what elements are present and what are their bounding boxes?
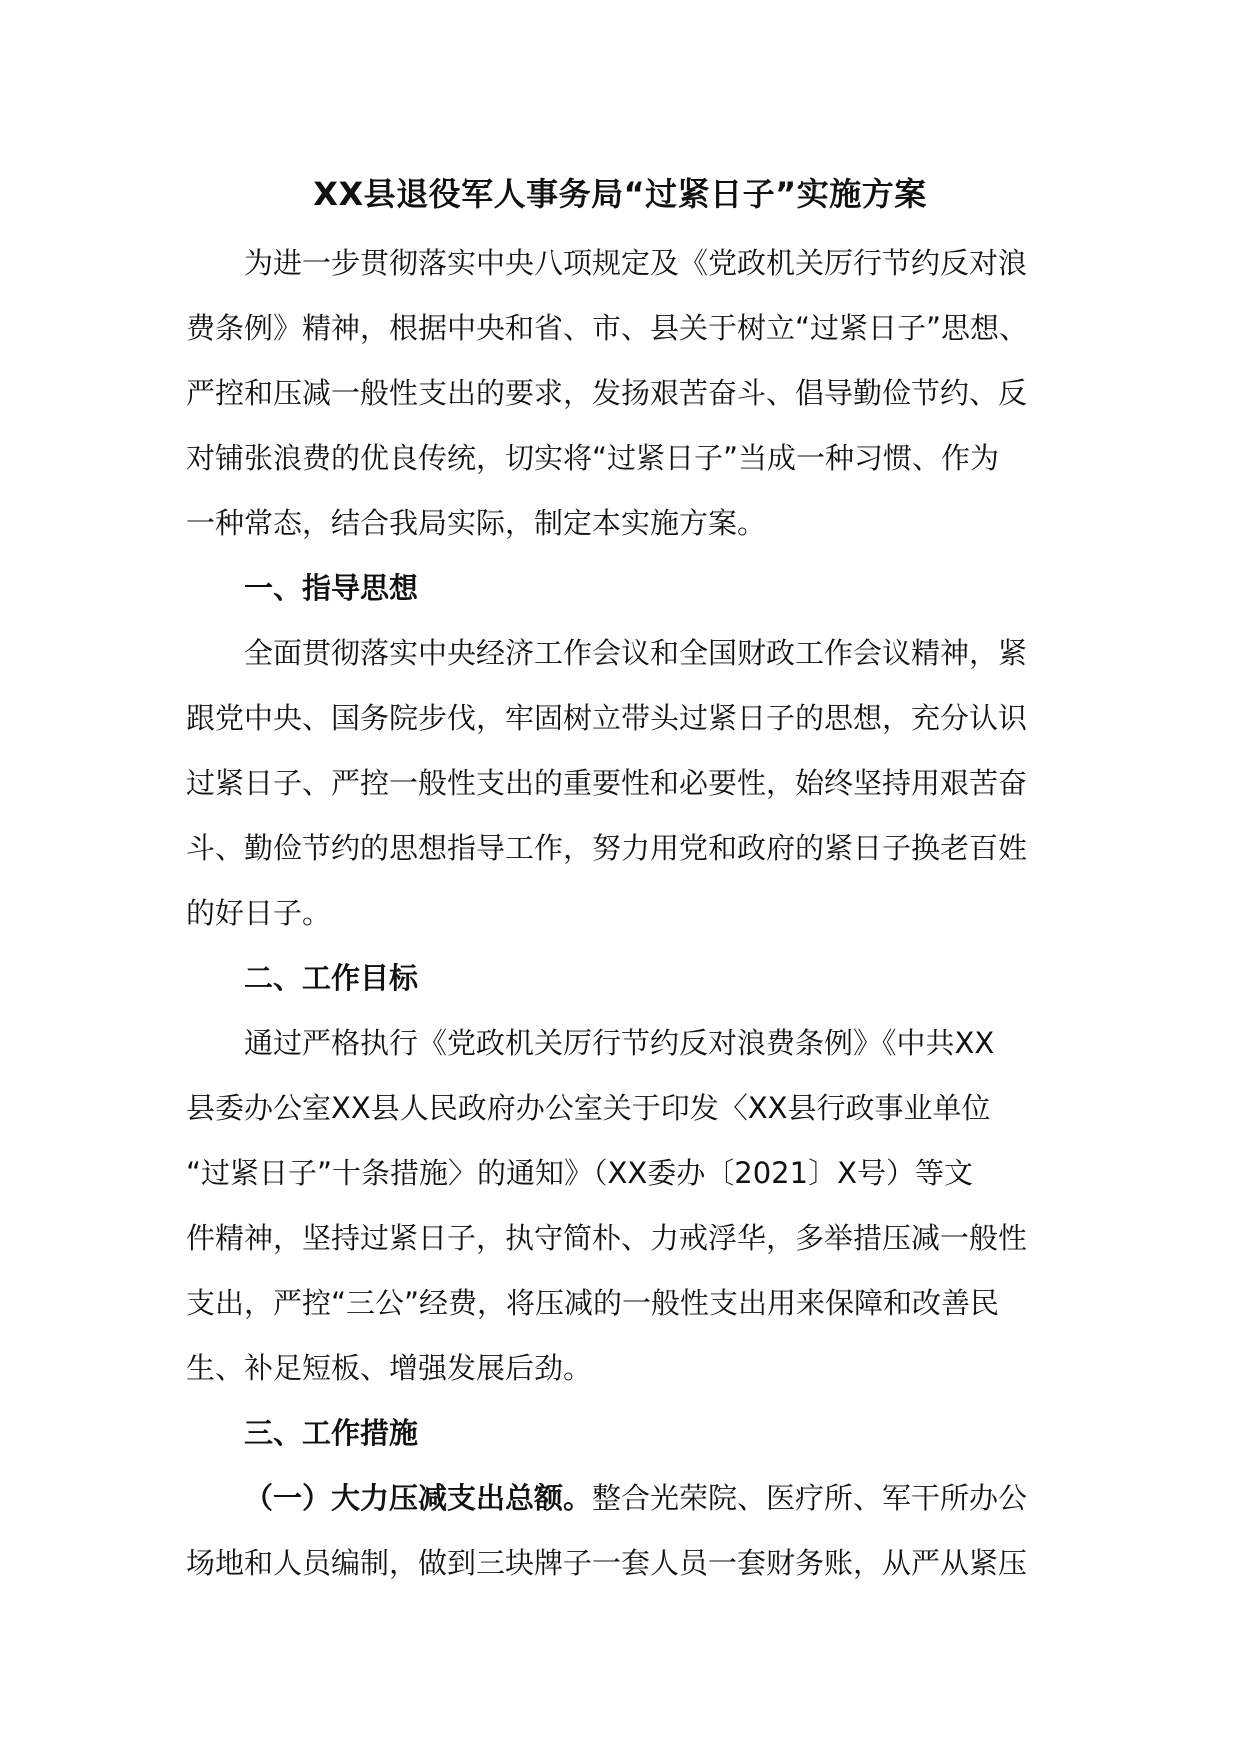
intro-line: 一种常态，结合我局实际，制定本实施方案。 [186, 506, 767, 540]
section-heading-work-goals: 二、工作目标 [244, 961, 419, 995]
intro-line: 为进一步贯彻落实中央八项规定及《党政机关厉行节约反对浪 [244, 246, 1028, 280]
section2-line: 支出，严控“三公”经费，将压减的一般性支出用来保障和改善民 [186, 1286, 1000, 1320]
intro-line: 严控和压减一般性支出的要求，发扬艰苦奋斗、倡导勤俭节约、反 [186, 376, 1028, 410]
section1-line: 跟党中央、国务院步伐，牢固树立带头过紧日子的思想，充分认识 [186, 701, 1028, 735]
section2-line: 件精神，坚持过紧日子，执守简朴、力戒浮华，多举措压减一般性 [186, 1221, 1028, 1255]
section1-line: 的好日子。 [186, 896, 332, 930]
intro-line: 对铺张浪费的优良传统，切实将“过紧日子”当成一种习惯、作为 [186, 441, 1000, 475]
section-heading-work-measures: 三、工作措施 [244, 1416, 419, 1450]
section2-line: 生、补足短板、增强发展后劲。 [186, 1351, 593, 1385]
section2-line: 通过严格执行《党政机关厉行节约反对浪费条例》《中共XX [244, 1026, 995, 1060]
section1-line: 全面贯彻落实中央经济工作会议和全国财政工作会议精神，紧 [244, 636, 1028, 670]
section-heading-guiding-ideology: 一、指导思想 [244, 571, 419, 605]
item1-text: 整合光荣院、医疗所、军干所办公 [592, 1481, 1028, 1515]
section3-item1-line: 场地和人员编制，做到三块牌子一套人员一套财务账，从严从紧压 [186, 1546, 1028, 1580]
section2-line: “过紧日子”十条措施〉的通知》（XX委办〔2021〕X号）等文 [186, 1156, 973, 1190]
document-title: XX县退役军人事务局“过紧日子”实施方案 [313, 175, 927, 213]
intro-line: 费条例》精神，根据中央和省、市、县关于树立“过紧日子”思想、 [186, 311, 1029, 345]
section3-item1-line [186, 1473, 1066, 1538]
section1-line: 斗、勤俭节约的思想指导工作，努力用党和政府的紧日子换老百姓 [186, 831, 1028, 865]
document-body [186, 238, 1066, 1603]
item1-lead: （一）大力压减支出总额。 [244, 1481, 593, 1515]
section2-line: 县委办公室XX县人民政府办公室关于印发〈XX县行政事业单位 [186, 1091, 991, 1125]
section1-line: 过紧日子、严控一般性支出的重要性和必要性，始终坚持用艰苦奋 [186, 766, 1028, 800]
